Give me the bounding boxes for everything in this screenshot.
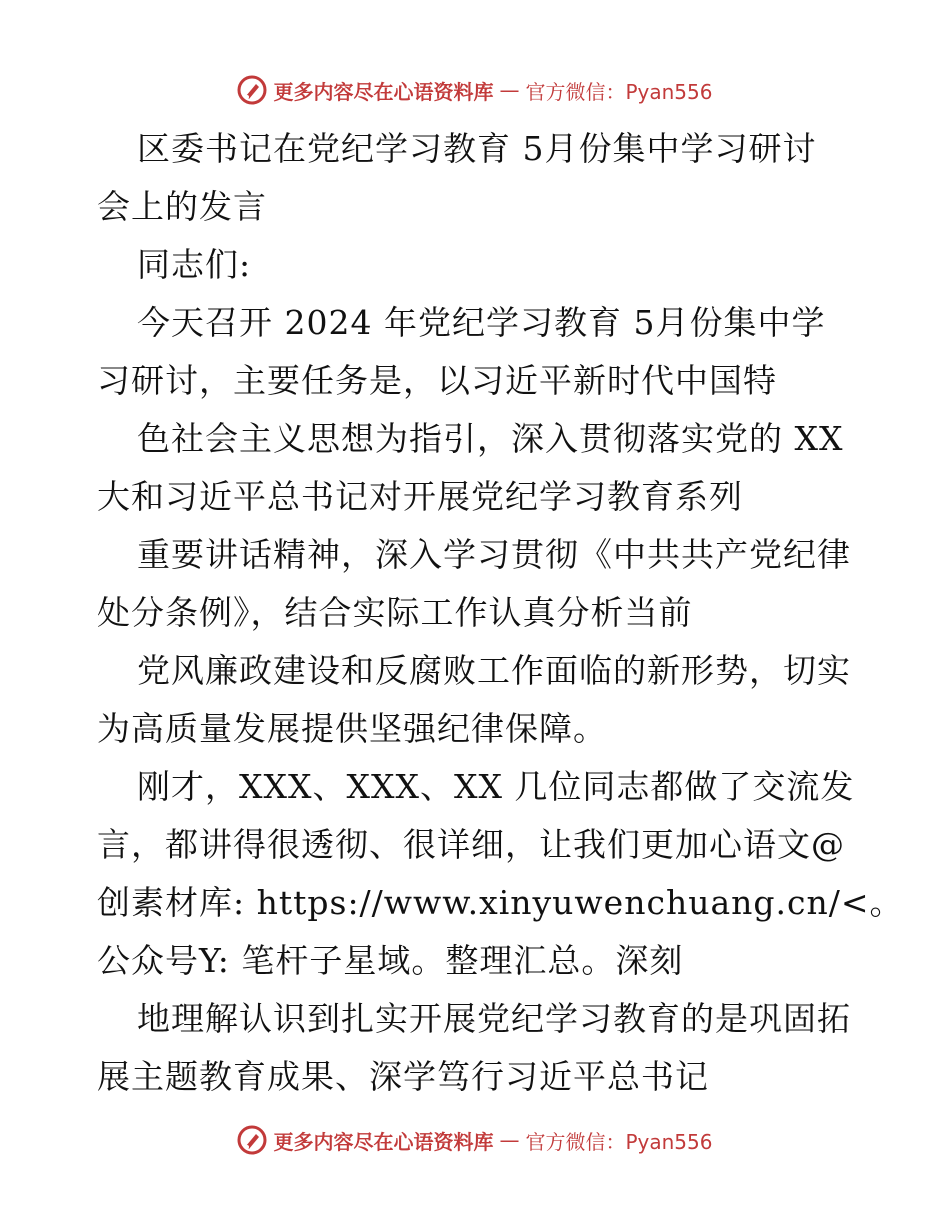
doc-line: 习研讨，主要任务是，以习近平新时代中国特	[97, 361, 777, 400]
watermark-wechat-text: 官方微信：Pyan556	[525, 1129, 713, 1154]
pen-logo-icon	[237, 75, 267, 105]
doc-line: 大和习近平总书记对开展党纪学习教育系列	[97, 477, 743, 516]
footer-watermark	[0, 1120, 950, 1160]
watermark-site-text: 更多内容尽在心语资料库	[273, 79, 494, 104]
doc-line: 会上的发言	[97, 187, 267, 226]
doc-line: 区委书记在党纪学习教育 5月份集中学习研讨	[137, 129, 817, 168]
header-watermark	[0, 70, 950, 110]
doc-line: 公众号Y: 笔杆子星域。整理汇总。深刻	[97, 941, 684, 980]
watermark-wechat-text: 官方微信：Pyan556	[525, 79, 713, 104]
doc-line: 展主题教育成果、深学笃行习近平总书记	[97, 1057, 709, 1096]
doc-line: 为高质量发展提供坚强纪律保障。	[97, 709, 607, 748]
document-body	[97, 120, 904, 1106]
doc-line: 色社会主义思想为指引，深入贯彻落实党的 XX	[137, 419, 844, 458]
watermark-separator: —	[499, 1128, 520, 1152]
watermark-separator: —	[499, 78, 520, 102]
pen-logo-icon	[237, 1125, 267, 1155]
doc-line: 地理解认识到扎实开展党纪学习教育的是巩固拓	[137, 999, 851, 1038]
doc-line: 同志们:	[137, 245, 252, 284]
doc-line: 处分条例》，结合实际工作认真分析当前	[97, 593, 693, 632]
doc-line: 重要讲话精神，深入学习贯彻《中共共产党纪律	[137, 535, 851, 574]
doc-line: 党风廉政建设和反腐败工作面临的新形势，切实	[137, 651, 851, 690]
doc-line: 创素材库: https://www.xinyuwenchuang.cn/<。	[97, 883, 904, 922]
doc-line: 言，都讲得很透彻、很详细，让我们更加心语文@	[97, 825, 845, 864]
doc-line: 今天召开 2024 年党纪学习教育 5月份集中学	[137, 303, 826, 342]
doc-line: 刚才，XXX、XXX、XX 几位同志都做了交流发	[137, 767, 855, 806]
watermark-site-text: 更多内容尽在心语资料库	[273, 1129, 494, 1154]
